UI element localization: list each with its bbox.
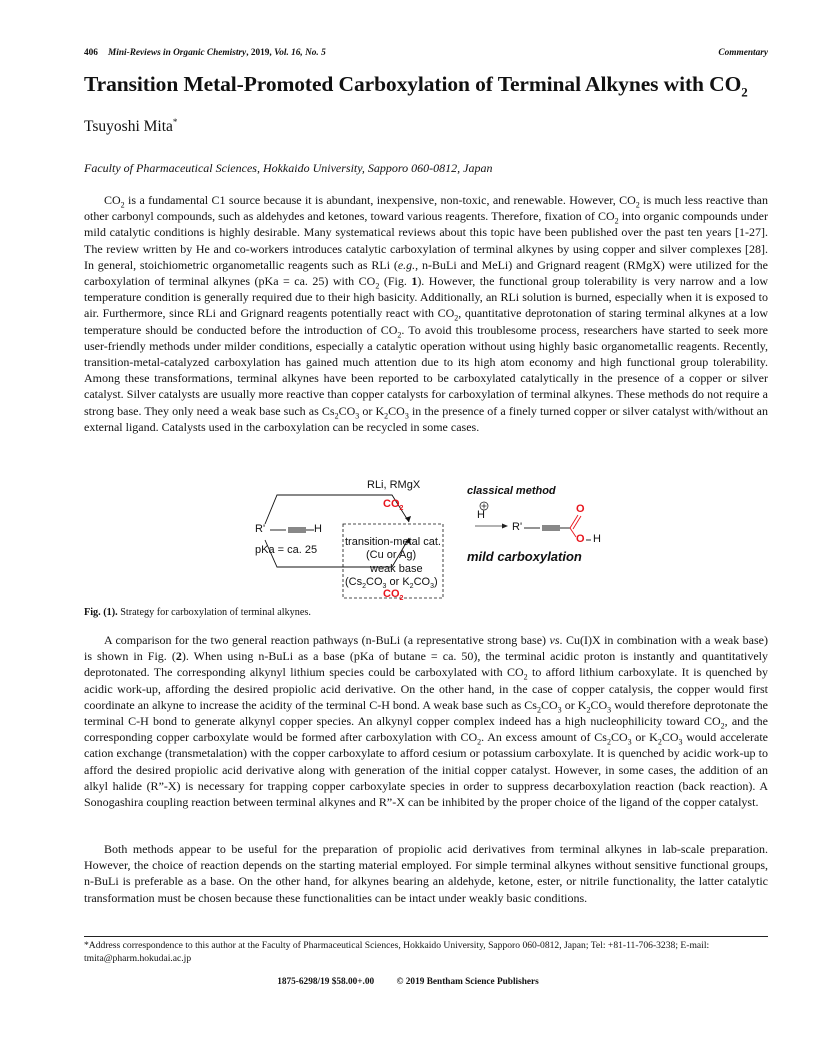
author	[84, 117, 177, 136]
figure-1-link[interactable]: 1	[411, 274, 418, 289]
metal-label: (Cu or Ag)	[366, 549, 417, 561]
figure-2-link[interactable]: 2	[175, 649, 182, 664]
caption-text: Strategy for carboxylation of terminal alkynes.	[117, 607, 311, 618]
body-paragraph-3: Both methods appear to be useful for the preparation of propiolic acid derivatives from terminal alkynes in lab-scale preparation. However, the choice of reaction depends on the starting material employed. For simple terminal alkynes without sensitive functional groups, n-BuLi is preferable as a base. On the other hand, for alkynes bearing an aldehyde, ketone, ester, or nitrile functionality, the latter catalytic transformation must be chosen because these functionalities can be intact under weakly basic conditions.	[84, 842, 768, 905]
proton-label: H	[477, 509, 485, 521]
journal-citation	[108, 48, 326, 58]
issn-price: 1875-6298/19 $58.00+.00	[277, 977, 375, 987]
weak-base-label: weak base	[370, 563, 423, 575]
journal-volume: Vol. 16, No. 5	[274, 48, 326, 58]
co2-label-top: $CO_2$	[383, 498, 404, 513]
pka-label: pKa = ca. 25	[255, 544, 318, 556]
author-name: Tsuyoshi Mita	[84, 118, 173, 136]
hydroxyl-oxygen: O	[576, 533, 585, 545]
alkyne-terminal-h: H	[314, 523, 322, 535]
caption-label: Fig. (1).	[84, 607, 118, 618]
figure-1-scheme	[250, 476, 610, 603]
alkyne-r-group: R'	[255, 523, 266, 535]
journal-name: Mini-Reviews in Organic Chemistry	[108, 48, 247, 58]
colophon	[0, 977, 816, 987]
base-options-label: ($Cs_2CO_3$ or $K_2CO_3$)	[345, 576, 438, 591]
running-head	[84, 48, 768, 62]
correspondence-footnote: *Address correspondence to this author at the Faculty of Pharmaceutical Sciences, Hokkaido University, Sapporo 060-0812, Japan; Tel: +81-11-706-3238; E-mail: tmita@pharm.hokudai.ac.jp	[84, 940, 710, 964]
copyright: © 2019 Bentham Science Publishers	[396, 977, 539, 987]
article-title	[84, 72, 784, 100]
hydroxyl-h: H	[593, 533, 601, 545]
body-paragraph-1: $CO_2$ is a fundamental C1 source because it is abundant, inexpensive, non-toxic, and renewable. However, $CO_2$ is much less reactive than other carbonyl compounds, such as aldehydes and ketones, toward various reagents. Therefore, fixation of $CO_2$ into organic compounds under mild catalytic conditions is highly desirable. Many systematical reviews about this topic have been published over the past ten years [1-27]. The review written by He and co-workers introduces catalytic carboxylation of terminal alkynes by using copper and silver complexes [28]. In general, stoichiometric organometallic reagents such as RLi (e.g., n-BuLi and MeLi) and Grignard reagent (RMgX) were utilized for the carboxylation of terminal alkynes (pKa = ca. 25) with $CO_2$ (Fig. 1). However, the functional group tolerability is very narrow and a low temperature condition is generally required due to their high basicity. Additionally, an RLi solution is burned, especially when it is exposed to air. Furthermore, since RLi and Grignard reagents potentially react with $CO_2$, quantitative deprotonation of staring terminal alkynes at a low temperature should be conducted before the introduction of $CO_2$. To avoid this troublesome process, researchers have started to seek more user-friendly methods under milder conditions, especially a catalytic operation without using highly basic organometallic reagents. Recently, transition-metal-catalyzed carboxylation has gained much attention due to its high atom economy and high functional group tolerability. Among these transformations, terminal alkynes have been reported to be carboxylated catalytically in the presence of a copper or silver catalyst. Silver catalysts are usually more reactive than copper catalysts for carboxylation of terminal alkynes. These methods do not require a strong base. They only need a weak base such as $Cs_2CO_3$ or $K_2CO_3$ in the presence of a finely turned copper or silver catalyst with/without an external ligand. Catalysts used in the carboxylation can be recycled in some cases.	[84, 193, 768, 434]
product-r-group: R'	[512, 521, 523, 533]
article-type: Commentary	[718, 48, 768, 58]
journal-year: , 2019,	[246, 48, 275, 58]
classical-method-label: classical method	[467, 485, 556, 497]
title-text: Transition Metal-Promoted Carboxylation of Terminal Alkynes with CO	[84, 72, 742, 96]
mild-carboxylation-label: mild carboxylation	[467, 549, 582, 564]
footnote-divider	[84, 936, 768, 937]
carbonyl-oxygen: O	[576, 503, 585, 515]
reagent-label-top: RLi, RMgX	[367, 479, 421, 491]
affiliation: Faculty of Pharmaceutical Sciences, Hokkaido University, Sapporo 060-0812, Japan	[84, 161, 493, 175]
figure-1-caption	[84, 607, 311, 618]
body-paragraph-2: A comparison for the two general reaction pathways (n-BuLi (a representative strong base) vs. Cu(I)X in combination with a weak base) is shown in Fig. (2). When using n-BuLi as a base (pKa of butane = ca. 50), the terminal acidic proton is instantly and quantitatively deprotonated. The corresponding alkynyl lithium species could be carboxylated with $CO_2$ to afford lithium carboxylate. It is quenched by acidic work-up, affording the desired propiolic acid derivative. On the other hand, in the case of copper catalysis, the copper would first coordinate an alkyne to increase the acidity of the terminal C-H bond. A weak base such as $Cs_2CO_3$ or $K_2CO_3$ would therefore deprotonate the terminal C-H bond to generate alkynyl copper species. An alkynyl copper complex indeed has a high nucleophilicity toward $CO_2$, and the corresponding copper carboxylate would be formed after carboxylation with $CO_2$. An excess amount of $Cs_2CO_3$ or $K_2CO_3$ would accelerate cation exchange (transmetalation) with the copper carboxylate to afford cesium or potassium carboxylate. It is quenched by acidic work-up to afford the desired propiolic acid derivative along with generation of the initial copper catalyst. However, in some cases, the addition of an alkyl halide (R”-X) is necessary for trapping copper carboxylate species in order to suppress decarboxylation reaction (back reaction). A Sonogashira coupling reaction between terminal alkynes and R”-X can be inhibited by the proper choice of the ligand of the copper catalyst.	[84, 633, 768, 810]
co2-label-box: $CO_2$	[383, 588, 404, 603]
page-number: 406	[84, 48, 98, 58]
catalyst-label: transition-metal cat.	[345, 536, 441, 548]
title-subscript: 2	[741, 84, 748, 100]
author-footnote-marker[interactable]: *	[172, 117, 178, 127]
